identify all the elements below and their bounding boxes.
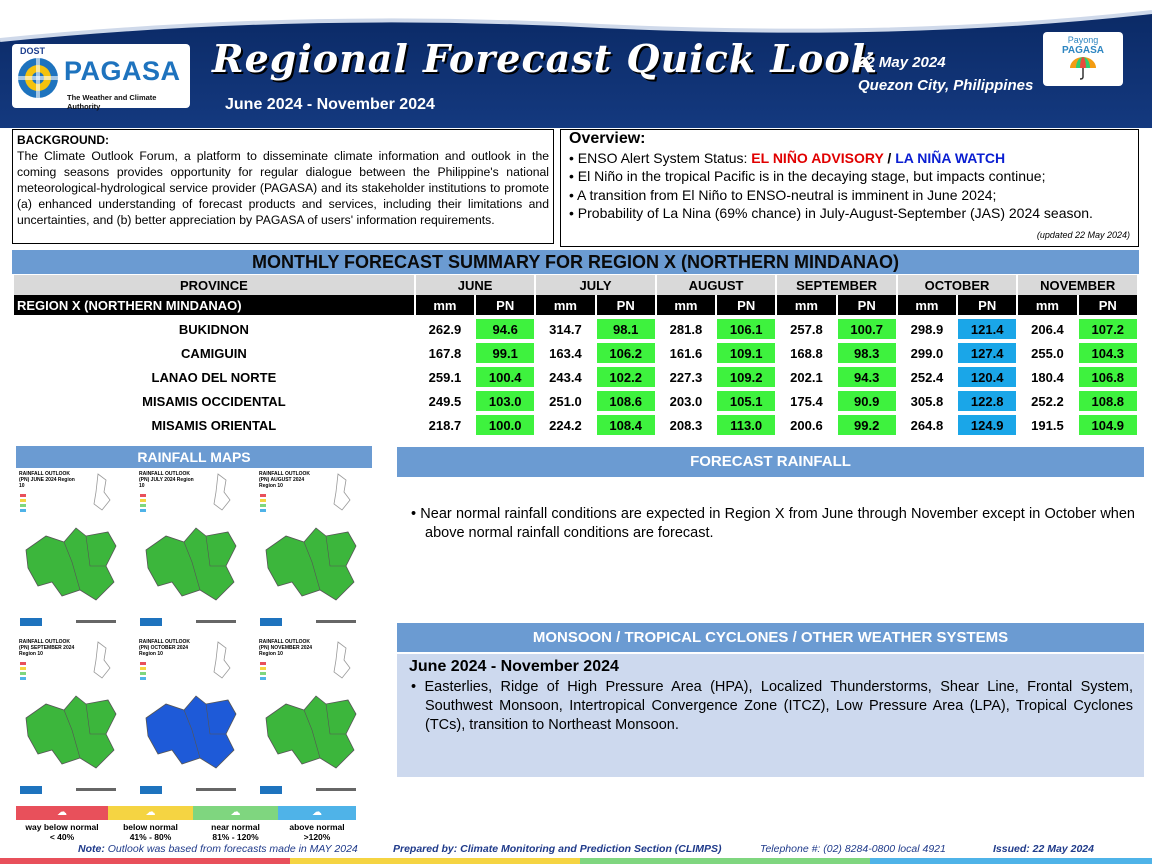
rainfall-pn-cell: 100.0: [476, 415, 534, 435]
rainfall-mm-cell: 202.1: [790, 369, 823, 385]
rainfall-map-tile: [136, 470, 251, 630]
legend-swatch: [193, 806, 278, 820]
pagasa-wordmark: PAGASA: [64, 56, 181, 86]
rainfall-pn-cell: 94.6: [476, 319, 534, 339]
header-banner: [0, 0, 1152, 128]
rainfall-mm-cell: 314.7: [549, 321, 582, 337]
pn-header: PN: [838, 295, 896, 315]
rainfall-pn-cell: 105.1: [717, 391, 775, 411]
footer-issued: Issued: 22 May 2024: [993, 843, 1094, 855]
overview-bullet: • El Niño in the tropical Pacific is in the decaying stage, but impacts continue;: [569, 168, 1046, 184]
table-sub-header: [14, 295, 1137, 315]
monthly-forecast-title: MONTHLY FORECAST SUMMARY FOR REGION X (NORTHERN MINDANAO): [12, 250, 1139, 274]
rainfall-mm-cell: 224.2: [549, 417, 582, 433]
table-body: [14, 319, 1137, 435]
rainfall-pn-cell: 100.4: [476, 367, 534, 387]
rainfall-mm-cell: 180.4: [1031, 369, 1064, 385]
province-name: MISAMIS OCCIDENTAL: [14, 391, 414, 411]
rainfall-mm-cell: 252.4: [910, 369, 944, 385]
rainfall-pn-cell: 109.2: [717, 367, 775, 387]
legend-range: >120%: [303, 832, 331, 842]
el-nino-advisory: EL NIÑO ADVISORY: [751, 149, 884, 166]
rainfall-pn-cell: 120.4: [958, 367, 1016, 387]
legend-label: [108, 822, 193, 842]
rainfall-pn-cell: 90.9: [838, 391, 896, 411]
overview-bullet: • Probability of La Nina (69% chance) in July-August-September (JAS) 2024 season.: [569, 205, 1093, 221]
table-row: [14, 367, 1137, 387]
rainfall-map-caption: RAINFALL OUTLOOK (PN) NOVEMBER 2024 Region 10: [259, 639, 313, 657]
legend-swatch: [278, 806, 356, 820]
legend-category: way below normal: [25, 822, 99, 832]
month-header: OCTOBER: [898, 275, 1017, 295]
footer: [0, 843, 1152, 857]
rainfall-pn-cell: 106.8: [1079, 367, 1137, 387]
umbrella-icon: [1068, 56, 1098, 80]
rainfall-pn-cell: 108.8: [1079, 391, 1137, 411]
payong-pagasa-logo: [1043, 32, 1123, 86]
province-name: MISAMIS ORIENTAL: [14, 415, 414, 435]
rainfall-mm-cell: 218.7: [428, 417, 462, 433]
rainfall-pn-cell: 99.1: [476, 343, 534, 363]
rainfall-pn-cell: 100.7: [838, 319, 896, 339]
mm-header: mm: [416, 295, 474, 315]
issue-date: 22 May 2024: [858, 54, 946, 71]
enso-status-line: [569, 149, 1130, 168]
region-label: REGION X (NORTHERN MINDANAO): [14, 295, 414, 315]
legend-range: < 40%: [49, 832, 75, 842]
legend-range: 41% - 80%: [129, 832, 172, 842]
dost-label: DOST: [20, 46, 46, 56]
cloud-icon: ☁: [312, 807, 322, 818]
rainfall-mm-cell: 251.0: [549, 393, 582, 409]
payong-label: Payong: [1067, 35, 1099, 45]
month-header: NOVEMBER: [1018, 275, 1137, 295]
overview-panel: [560, 129, 1139, 247]
footer-note-label: Note:: [78, 843, 105, 855]
legend-category: near normal: [211, 822, 260, 832]
table-row: [14, 343, 1137, 363]
rainfall-mm-cell: 249.5: [428, 393, 462, 409]
cloud-icon: ☁: [145, 807, 156, 818]
legend-category: above normal: [289, 822, 345, 832]
pn-header: PN: [476, 295, 534, 315]
rainfall-map-tile: [16, 638, 131, 798]
rainfall-map-caption: RAINFALL OUTLOOK (PN) SEPTEMBER 2024 Region 10: [19, 639, 75, 657]
rainfall-pn-cell: 106.1: [717, 319, 775, 339]
rainfall-maps-title: RAINFALL MAPS: [16, 446, 372, 468]
pagasa-logo: [12, 44, 190, 111]
monsoon-panel: [397, 654, 1144, 777]
mm-header: mm: [657, 295, 715, 315]
cloud-icon: ☁: [57, 807, 67, 818]
footer-note-text: Outlook was based from forecasts made in MAY 2024: [104, 843, 358, 855]
background-panel: [12, 129, 554, 244]
rainfall-mm-cell: 167.8: [428, 345, 462, 361]
rainfall-mm-cell: 243.4: [549, 369, 582, 385]
pn-header: PN: [1079, 295, 1137, 315]
rainfall-mm-cell: 161.6: [669, 345, 703, 361]
payong-pagasa-label: PAGASA: [1061, 45, 1105, 56]
monsoon-text: • Easterlies, Ridge of High Pressure Area (HPA), Localized Thunderstorms, Shear Line, Frontal System, Southwest Monsoon, Intertropical Convergence Zone (ITCZ), Low Pressure Area (LPA), Tropical Cyclones (TCs), transition to Northeast Monsoon.: [411, 679, 1133, 733]
rainfall-pn-cell: 113.0: [717, 415, 775, 435]
rainfall-mm-cell: 168.8: [790, 345, 823, 361]
rainfall-map-tile: [256, 638, 371, 798]
rainfall-map-tile: [136, 638, 251, 798]
rainfall-mm-cell: 163.4: [549, 345, 582, 361]
forecast-rainfall-text: • Near normal rainfall conditions are expected in Region X from June through November except in October when above normal rainfall conditions are forecast.: [411, 506, 1135, 541]
mm-header: mm: [898, 295, 956, 315]
legend-label: [16, 822, 108, 842]
pn-header: PN: [958, 295, 1016, 315]
forecast-period: June 2024 - November 2024: [225, 96, 435, 113]
legend-swatch: [108, 806, 193, 820]
month-header: SEPTEMBER: [777, 275, 896, 295]
rainfall-pn-cell: 107.2: [1079, 319, 1137, 339]
rainfall-pn-cell: 109.1: [717, 343, 775, 363]
rainfall-mm-cell: 264.8: [910, 417, 944, 433]
rainfall-pn-cell: 108.4: [597, 415, 655, 435]
footer-prepared: Prepared by: Climate Monitoring and Prediction Section (CLIMPS): [393, 843, 722, 855]
rainfall-pn-cell: 102.2: [597, 367, 655, 387]
rainfall-mm-cell: 281.8: [669, 321, 703, 337]
rainfall-map-tile: [256, 470, 371, 630]
pn-header: PN: [717, 295, 775, 315]
rainfall-pn-cell: 127.4: [958, 343, 1016, 363]
legend-category: below normal: [123, 822, 178, 832]
enso-status-prefix: • ENSO Alert System Status:: [569, 149, 752, 166]
la-nina-watch: LA NIÑA WATCH: [895, 149, 1006, 166]
table-row: [14, 415, 1137, 435]
region-map-graphic: [16, 638, 131, 798]
forecast-rainfall-title: FORECAST RAINFALL: [397, 447, 1144, 477]
overview-bullet: • A transition from El Niño to ENSO-neutral is imminent in June 2024;: [569, 186, 997, 203]
monsoon-period: June 2024 - November 2024: [409, 658, 619, 675]
region-map-graphic: [136, 470, 251, 630]
background-heading: BACKGROUND:: [17, 133, 109, 147]
rainfall-mm-cell: 200.6: [790, 417, 823, 433]
footer-telephone: Telephone #: (02) 8284-0800 local 4921: [760, 843, 946, 855]
legend-label: [193, 822, 278, 842]
overview-heading: Overview:: [569, 130, 646, 147]
cloud-icon: ☁: [230, 807, 241, 818]
region-map-graphic: [16, 470, 131, 630]
bottom-color-stripe: [0, 858, 1152, 864]
rainfall-pn-cell: 124.9: [958, 415, 1016, 435]
rainfall-pn-cell: 106.2: [597, 343, 655, 363]
rainfall-mm-cell: 299.0: [910, 345, 944, 361]
rainfall-map-caption: RAINFALL OUTLOOK (PN) AUGUST 2024 Region 10: [259, 471, 311, 489]
rainfall-pn-cell: 104.3: [1079, 343, 1137, 363]
monsoon-title: MONSOON / TROPICAL CYCLONES / OTHER WEATHER SYSTEMS: [397, 623, 1144, 652]
rainfall-maps-grid: [16, 470, 372, 802]
pn-header: PN: [597, 295, 655, 315]
rainfall-mm-cell: 203.0: [669, 393, 703, 409]
rainfall-mm-cell: 252.2: [1031, 393, 1064, 409]
province-header: PROVINCE: [14, 275, 414, 295]
region-map-graphic: [256, 638, 371, 798]
legend-label: [278, 822, 356, 842]
month-header: JUNE: [416, 275, 535, 295]
province-name: CAMIGUIN: [14, 343, 414, 363]
monthly-forecast-table: [12, 275, 1139, 435]
rainfall-mm-cell: 227.3: [669, 369, 703, 385]
rainfall-mm-cell: 259.1: [428, 369, 462, 385]
rainfall-pn-cell: 99.2: [838, 415, 896, 435]
pagasa-seal-icon: [16, 56, 60, 100]
rainfall-pn-cell: 108.6: [597, 391, 655, 411]
updated-note: (updated 22 May 2024): [1036, 229, 1130, 240]
rainfall-map-caption: RAINFALL OUTLOOK (PN) JUNE 2024 Region 10: [19, 471, 75, 489]
issue-place: Quezon City, Philippines: [858, 77, 1034, 94]
month-header: AUGUST: [657, 275, 776, 295]
rainfall-pn-cell: 94.3: [838, 367, 896, 387]
rainfall-mm-cell: 208.3: [669, 417, 703, 433]
rainfall-mm-cell: 262.9: [428, 321, 462, 337]
page-title: Regional Forecast Quick Look: [212, 36, 879, 81]
pagasa-tagline: The Weather and Climate Authority: [67, 93, 157, 111]
rainfall-map-caption: RAINFALL OUTLOOK (PN) OCTOBER 2024 Region 10: [139, 639, 191, 657]
mm-header: mm: [536, 295, 594, 315]
rainfall-mm-cell: 298.9: [910, 321, 944, 337]
table-row: [14, 319, 1137, 339]
rainfall-map-tile: [16, 470, 131, 630]
table-row: [14, 391, 1137, 411]
rainfall-mm-cell: 175.4: [790, 393, 823, 409]
region-map-graphic: [256, 470, 371, 630]
month-header: JULY: [536, 275, 655, 295]
rainfall-pn-cell: 103.0: [476, 391, 534, 411]
rainfall-map-caption: RAINFALL OUTLOOK (PN) JULY 2024 Region 10: [139, 471, 194, 489]
legend-range: 81% - 120%: [212, 832, 259, 842]
table-month-header: [14, 275, 1137, 295]
mm-header: mm: [1018, 295, 1076, 315]
province-name: LANAO DEL NORTE: [14, 367, 414, 387]
rainfall-pn-cell: 98.3: [838, 343, 896, 363]
background-text: The Climate Outlook Forum, a platform to disseminate climate information and outlook in the coming seasons provides opportunity for regular dialogue between the Philippine's national meteorological-hydrological service provider (PAGASA) and its stakeholder institutions to promote (a) enhanced understanding of forecast products and services, including their limitations and uncertainties, and (b) better appreciation by PAGASA of users' information requirements.: [17, 149, 549, 227]
rainfall-mm-cell: 257.8: [790, 321, 823, 337]
rainfall-mm-cell: 305.8: [910, 393, 944, 409]
footer-note: [78, 843, 358, 855]
rainfall-pn-cell: 122.8: [958, 391, 1016, 411]
mm-header: mm: [777, 295, 835, 315]
rainfall-mm-cell: 206.4: [1031, 321, 1064, 337]
rainfall-pn-cell: 98.1: [597, 319, 655, 339]
enso-separator: /: [883, 149, 896, 166]
rainfall-pn-cell: 104.9: [1079, 415, 1137, 435]
rainfall-mm-cell: 191.5: [1031, 417, 1064, 433]
region-map-graphic: [136, 638, 251, 798]
rainfall-mm-cell: 255.0: [1031, 345, 1064, 361]
rainfall-pn-cell: 121.4: [958, 319, 1016, 339]
legend-swatch: [16, 806, 108, 820]
province-name: BUKIDNON: [14, 319, 414, 339]
